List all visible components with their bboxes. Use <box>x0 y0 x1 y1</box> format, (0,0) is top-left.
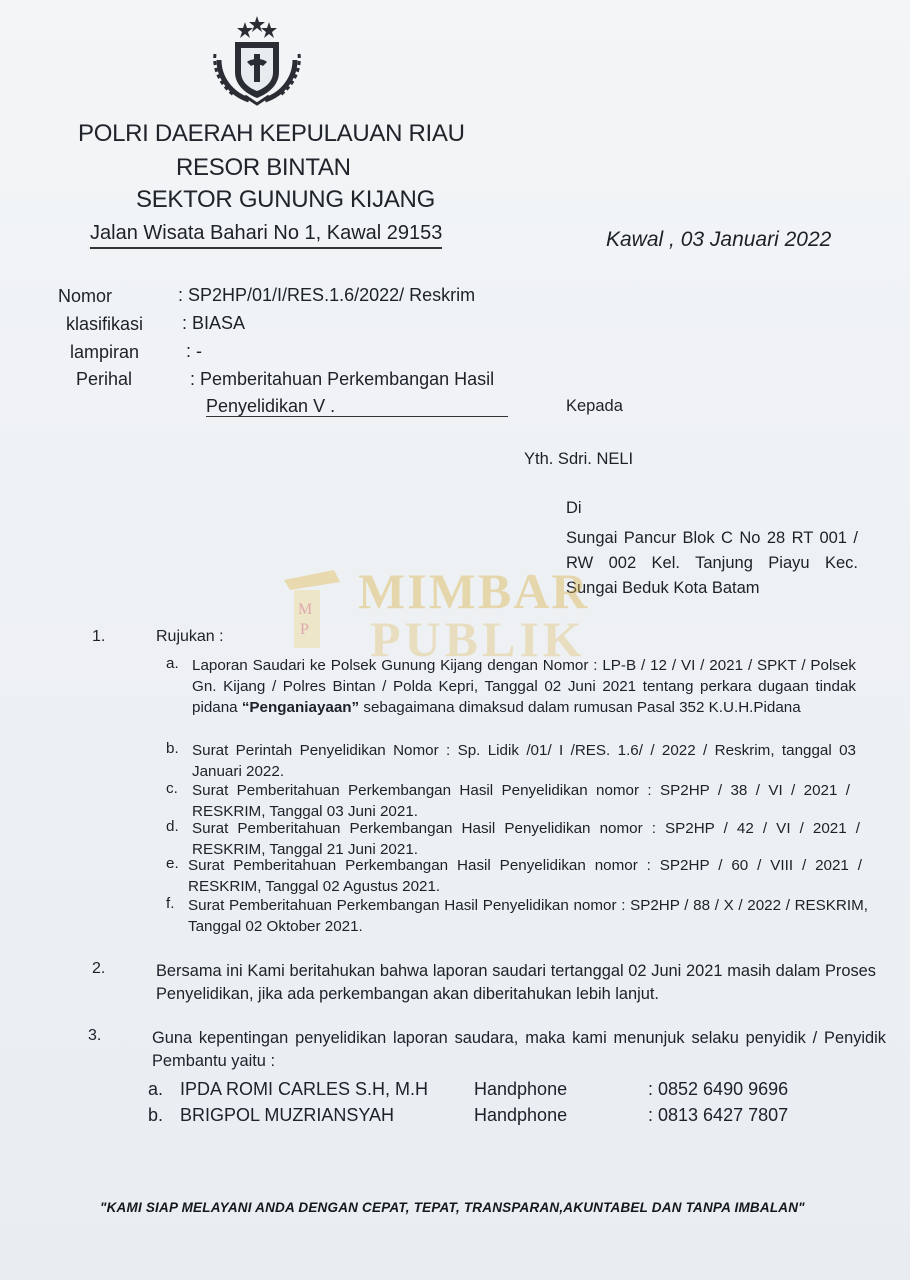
perihal-value-line-2: Penyelidikan V . <box>206 396 336 416</box>
klasifikasi-label: klasifikasi <box>66 314 144 334</box>
nomor-value: : SP2HP/01/I/RES.1.6/2022/ Reskrim <box>178 285 476 305</box>
watermark-line-2: PUBLIK <box>370 611 586 667</box>
officer-b-phone: : 0813 6427 7807 <box>648 1105 789 1125</box>
letterhead-line-1: POLRI DAERAH KEPULAUAN RIAU <box>78 120 465 147</box>
ref-f-letter: f. <box>166 895 175 912</box>
perihal-underline <box>206 416 508 417</box>
lampiran-label: lampiran <box>70 342 140 362</box>
kepada-label: Kepada <box>566 397 623 415</box>
recipient-address: Sungai Pancur Blok C No 28 RT 001 / RW 002 Kel. Tanjung Piayu Kec. Sungai Beduk Kota Batam <box>566 529 858 597</box>
officer-a-phone: : 0852 6490 9696 <box>648 1079 789 1099</box>
ref-e-text: Surat Pemberitahuan Perkembangan Hasil Penyelidikan nomor : SP2HP / 60 / VIII / 2021 / RESKRIM, Tanggal 02 Agustus 2021. <box>188 857 862 895</box>
officer-a-name: IPDA ROMI CARLES S.H, M.H <box>180 1079 429 1099</box>
officer-a-letter: a. <box>148 1079 164 1099</box>
place-date: Kawal , 03 Januari 2022 <box>606 228 832 251</box>
letterhead-address: Jalan Wisata Bahari No 1, Kawal 29153 <box>90 222 442 249</box>
section-2-number: 2. <box>92 960 106 977</box>
section-3-text: Guna kepentingan penyelidikan laporan saudara, maka kami menunjuk selaku penyidik / Penyidik Pembantu yaitu : <box>152 1029 886 1070</box>
ref-b-letter: b. <box>166 740 179 757</box>
officer-b-phone-label: Handphone <box>474 1105 568 1125</box>
ref-c-text: Surat Pemberitahuan Perkembangan Hasil Penyelidikan nomor : SP2HP / 38 / VI / 2021 / RESKRIM, Tanggal 03 Juni 2021. <box>192 782 850 820</box>
letterhead-line-3: SEKTOR GUNUNG KIJANG <box>136 186 435 213</box>
ref-d-letter: d. <box>166 818 179 835</box>
ref-e-letter: e. <box>166 855 179 872</box>
klasifikasi-value: : BIASA <box>182 313 246 333</box>
svg-text:M: M <box>298 601 313 618</box>
ref-a-letter: a. <box>166 655 179 672</box>
officer-a-phone-label: Handphone <box>474 1079 568 1099</box>
watermark-line-1: MIMBAR <box>358 563 590 619</box>
recipient-name: Yth. Sdri. NELI <box>524 450 634 468</box>
officer-b-name: BRIGPOL MUZRIANSYAH <box>180 1105 395 1125</box>
perihal-value-line-1: : Pemberitahuan Perkembangan Hasil <box>190 369 495 389</box>
polri-emblem-icon <box>205 14 309 108</box>
section-3-number: 3. <box>88 1027 102 1044</box>
recipient-di: Di <box>566 499 582 517</box>
section-1-number: 1. <box>92 628 106 645</box>
ref-c-letter: c. <box>166 780 178 797</box>
officer-b-letter: b. <box>148 1105 164 1125</box>
watermark-monogram-icon <box>280 566 344 652</box>
letterhead-line-2: RESOR BINTAN <box>176 154 351 181</box>
ref-b-text: Surat Perintah Penyelidikan Nomor : Sp. Lidik /01/ I /RES. 1.6/ / 2022 / Reskrim, tanggal 03 Januari 2022. <box>192 742 856 780</box>
lampiran-value: : - <box>186 341 202 361</box>
section-1-title: Rujukan : <box>156 628 224 645</box>
nomor-label: Nomor <box>58 286 113 306</box>
ref-a-text: Laporan Saudari ke Polsek Gunung Kijang dengan Nomor : LP-B / 12 / VI / 2021 / SPKT / Polsek Gn. Kijang / Polres Bintan / Polda Kepri, Tanggal 02 Juni 2021 tentang perkara dugaan tindak pidana “Penganiayaan” sebagaimana dimaksud dalam rumusan Pasal 352 K.U.H.Pidana <box>192 657 856 716</box>
motto-footer: "KAMI SIAP MELAYANI ANDA DENGAN CEPAT, TEPAT, TRANSPARAN,AKUNTABEL DAN TANPA IMBALAN" <box>100 1200 805 1215</box>
section-2-text: Bersama ini Kami beritahukan bahwa laporan saudari tertanggal 02 Juni 2021 masih dalam Proses Penyelidikan, jika ada perkembangan akan diberitahukan lebih lanjut. <box>156 962 876 1003</box>
svg-text:P: P <box>300 621 309 638</box>
ref-f-text: Surat Pemberitahuan Perkembangan Hasil Penyelidikan nomor : SP2HP / 88 / X / 2022 / RESKRIM, Tanggal 02 Oktober 2021. <box>188 897 868 935</box>
ref-d-text: Surat Pemberitahuan Perkembangan Hasil Penyelidikan nomor : SP2HP / 42 / VI / 2021 / RESKRIM, Tanggal 21 Juni 2021. <box>192 820 860 858</box>
ref-a-offense: “Penganiayaan” <box>241 699 360 716</box>
perihal-label: Perihal <box>76 369 133 389</box>
